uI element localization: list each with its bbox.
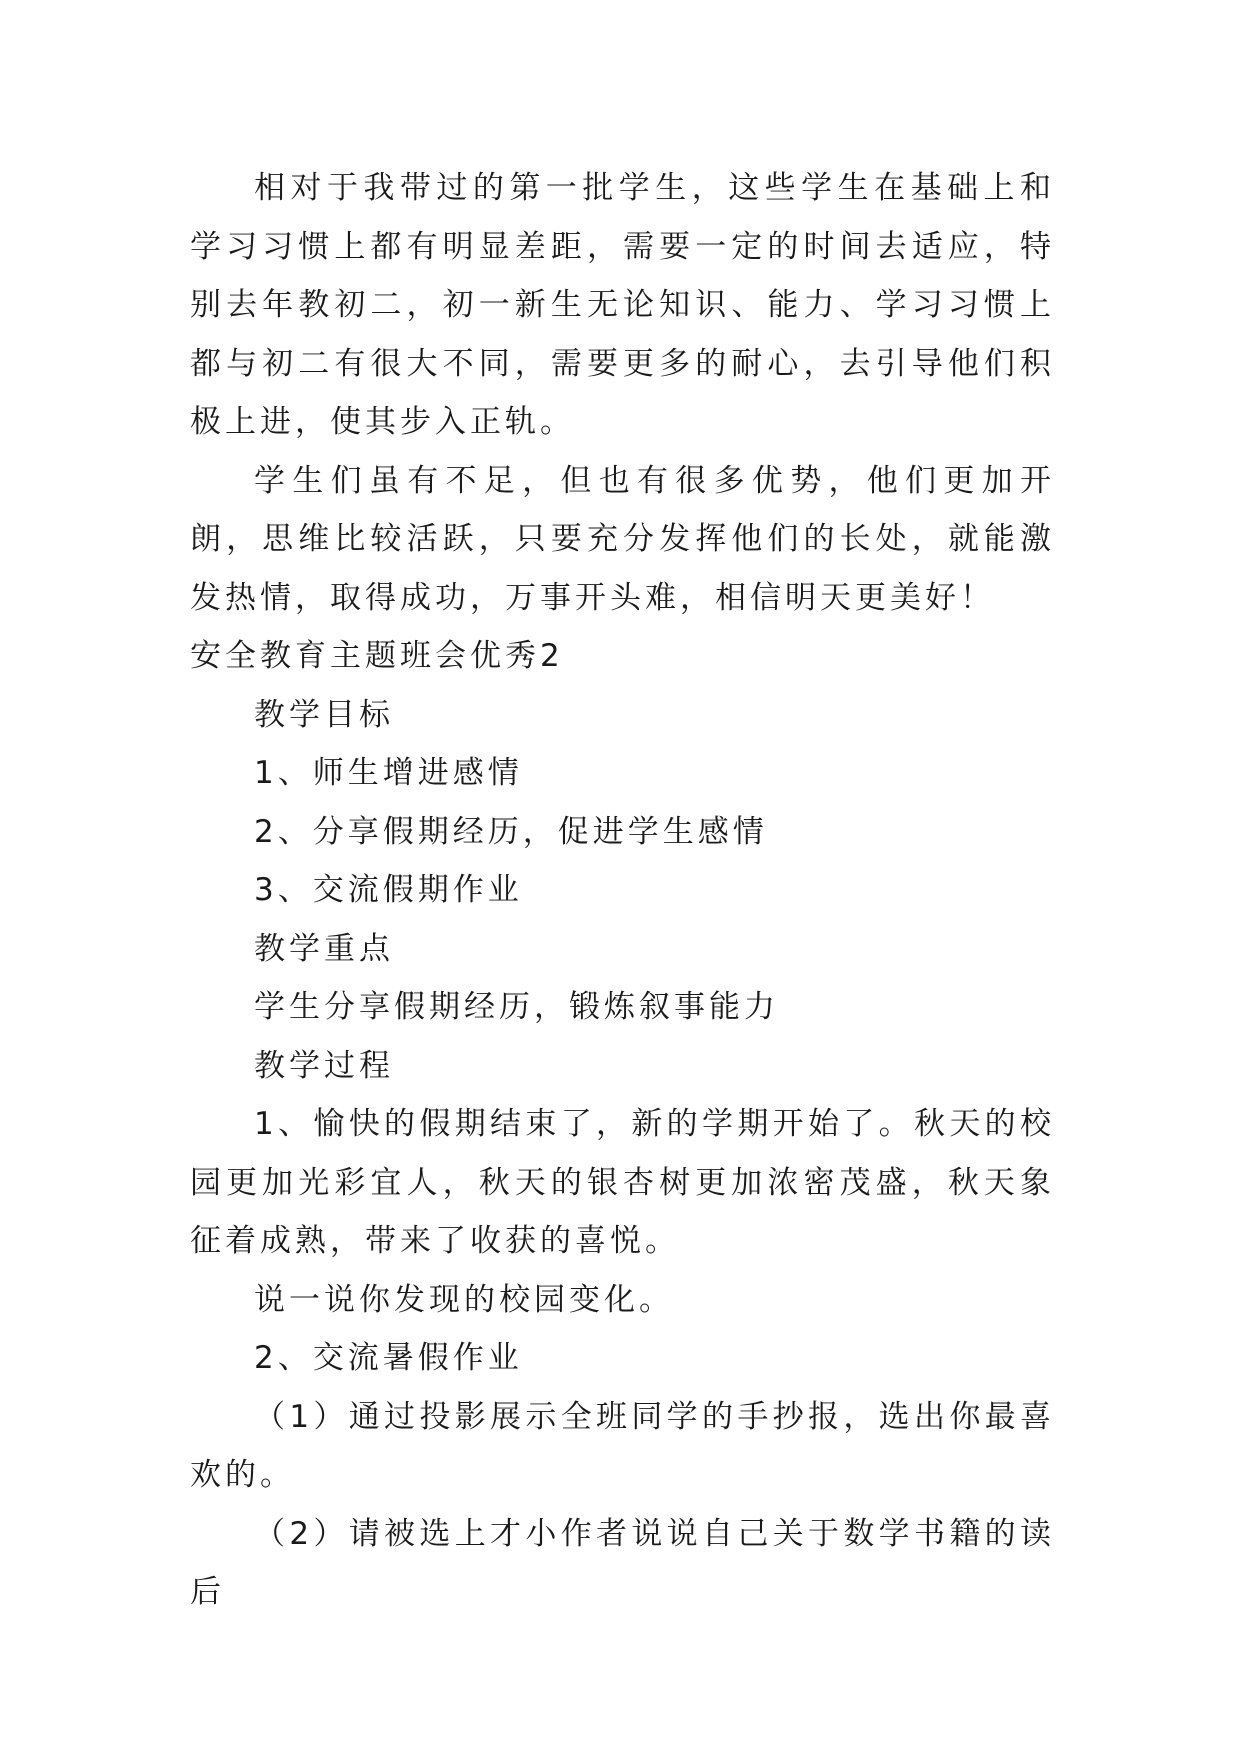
document-body <box>190 159 1055 1622</box>
paragraph-students-strengths: 学生们虽有不足，但也有很多优势，他们更加开朗，思维比较活跃，只要充分发挥他们的长处，就能激发热情，取得成功，万事开头难，相信明天更美好！ <box>190 462 1055 616</box>
process-step-2-sub-1: （1）通过投影展示全班同学的手抄报，选出你最喜欢的。 <box>190 1398 1055 1493</box>
process-step-1: 1、愉快的假期结束了，新的学期开始了。秋天的校园更加光彩宜人，秋天的银杏树更加浓密茂盛，秋天象征着成熟，带来了收获的喜悦。 <box>190 1106 1055 1259</box>
heading-teaching-process: 教学过程 <box>254 1047 394 1084</box>
heading-teaching-focus: 教学重点 <box>254 930 394 967</box>
section-title: 安全教育主题班会优秀2 <box>190 638 564 674</box>
goal-item-2: 2、分享假期经历，促进学生感情 <box>254 813 768 850</box>
focus-text: 学生分享假期经历，锻炼叙事能力 <box>254 989 779 1025</box>
paragraph-students-comparison: 相对于我带过的第一批学生，这些学生在基础上和学习习惯上都有明显差距，需要一定的时间去适应，特别去年教初二，初一新生无论知识、能力、学习习惯上都与初二有很大不同，需要更多的耐心，去引导他们积极上进，使其步入正轨。 <box>190 170 1055 440</box>
goal-item-3: 3、交流假期作业 <box>254 872 523 908</box>
goal-item-1: 1、师生增进感情 <box>254 755 523 791</box>
process-step-2: 2、交流暑假作业 <box>254 1340 523 1376</box>
heading-teaching-goals: 教学目标 <box>254 696 394 733</box>
process-step-2-sub-2: （2）请被选上才小作者说说自己关于数学书籍的读后 <box>190 1515 1055 1610</box>
process-step-1-prompt: 说一说你发现的校园变化。 <box>254 1281 674 1318</box>
